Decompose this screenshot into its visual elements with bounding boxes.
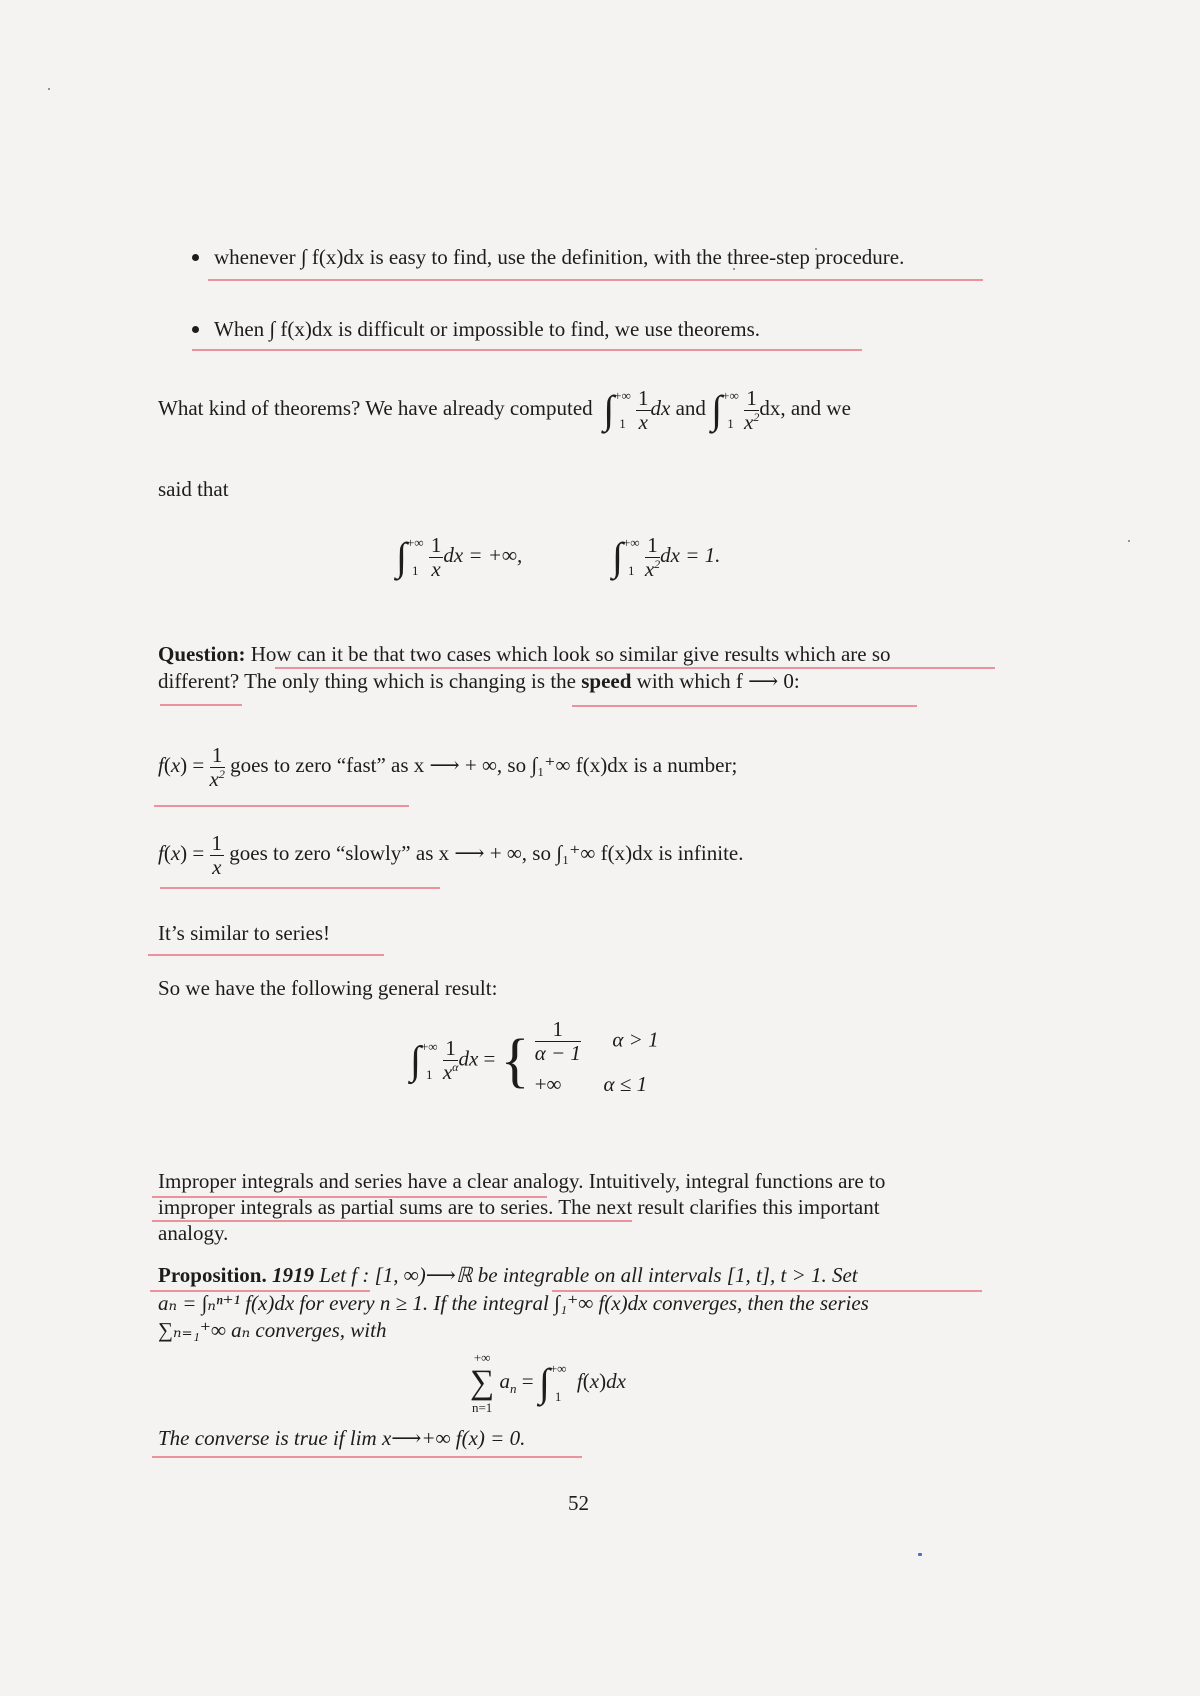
sum-equation: +∞ ∑ n=1 $a_n$ = ∫ +∞ 1 f(x)dx xyxy=(470,1350,626,1415)
analogy-line-3: analogy. xyxy=(158,1221,229,1245)
analogy-line-1: Improper integrals and series have a clear analogy. Intuitively, integral functions are to xyxy=(158,1169,886,1193)
case-1-condition: α > 1 xyxy=(612,1027,659,1052)
bullet-dot xyxy=(192,326,199,333)
proposition-text-1: Let f : [1, ∞)⟶ℝ be integrable on all intervals [1, t], t > 1. Set xyxy=(319,1263,858,1287)
bullet-item-1: whenever ∫ f(x)dx is easy to find, use the definition, with the three-step procedure. xyxy=(214,245,905,269)
question-text-2a: different? The only thing which is changing is the xyxy=(158,669,576,693)
general-result-equation: ∫ +∞ 1 $\frac{1}{x^\alpha}$ dx = { $\frac{1}{\alpha - 1}$ α > 1 +∞ α ≤ 1 xyxy=(410,1017,659,1097)
question-text-1: How can it be that two cases which look so similar give results which are so xyxy=(250,642,891,666)
proposition-line-3: ∑ₙ₌₁⁺∞ aₙ converges, with xyxy=(158,1318,387,1342)
fast-line-text: goes to zero “fast” as x ⟶ + ∞, so ∫₁⁺∞ f(x)dx is a number; xyxy=(230,753,738,777)
bullet-item-2: When ∫ f(x)dx is difficult or impossible to find, we use theorems. xyxy=(214,317,761,341)
case-2-value: +∞ xyxy=(534,1072,562,1097)
equation-1-result: dx = +∞, xyxy=(443,543,523,567)
equation-2-result: dx = 1. xyxy=(660,543,721,567)
proposition-line-2: aₙ = ∫ₙⁿ⁺¹ f(x)dx for every n ≥ 1. If the integral ∫₁⁺∞ f(x)dx converges, then the series xyxy=(158,1291,869,1315)
slow-line-text: goes to zero “slowly” as x ⟶ + ∞, so ∫₁⁺∞ f(x)dx is infinite. xyxy=(229,841,744,865)
question-line-2 xyxy=(158,668,800,694)
display-equation-2: ∫ +∞ 1 $\frac{1}{x^2}$ dx = 1. xyxy=(612,532,721,581)
slow-line: f(x) = $\frac{1}{x}$ goes to zero “slowly” as x ⟶ + ∞, so ∫₁⁺∞ f(x)dx is infinite. xyxy=(158,830,744,879)
question-label: Question: xyxy=(158,642,246,666)
question-line-1 xyxy=(158,641,891,667)
display-equation-1: ∫ +∞ 1 $\frac{1}{x}$ dx = +∞, xyxy=(396,532,523,581)
case-2-condition: α ≤ 1 xyxy=(603,1072,648,1097)
similar-line: It’s similar to series! xyxy=(158,921,331,945)
proposition-line-1 xyxy=(158,1262,858,1288)
page-number: 52 xyxy=(568,1491,589,1515)
question-text-2b: with which f ⟶ 0: xyxy=(636,669,800,693)
intro-tail: dx, and we xyxy=(759,396,851,420)
proposition-label: Proposition. xyxy=(158,1263,267,1287)
intro-text: What kind of theorems? We have already computed xyxy=(158,396,593,420)
converse-line: The converse is true if lim x⟶+∞ f(x) = 0. xyxy=(158,1426,526,1450)
bullet-dot xyxy=(192,254,199,261)
fast-line: f(x) = $\frac{1}{x^2}$ goes to zero “fast” as x ⟶ + ∞, so ∫₁⁺∞ f(x)dx is a number; xyxy=(158,742,738,791)
intro-and: and xyxy=(675,396,706,420)
proposition-number: 1919 xyxy=(271,1263,314,1287)
question-speed: speed xyxy=(581,669,632,693)
general-intro: So we have the following general result: xyxy=(158,976,498,1000)
said-that: said that xyxy=(158,477,229,501)
intro-line: What kind of theorems? We have already computed ∫ +∞ 1 $\frac{1}{x}$ dx and ∫ +∞ 1 $\frac{1}{x^2}$ dx, and we xyxy=(158,385,851,434)
analogy-line-2: improper integrals as partial sums are to series. The next result clarifies this important xyxy=(158,1195,880,1219)
